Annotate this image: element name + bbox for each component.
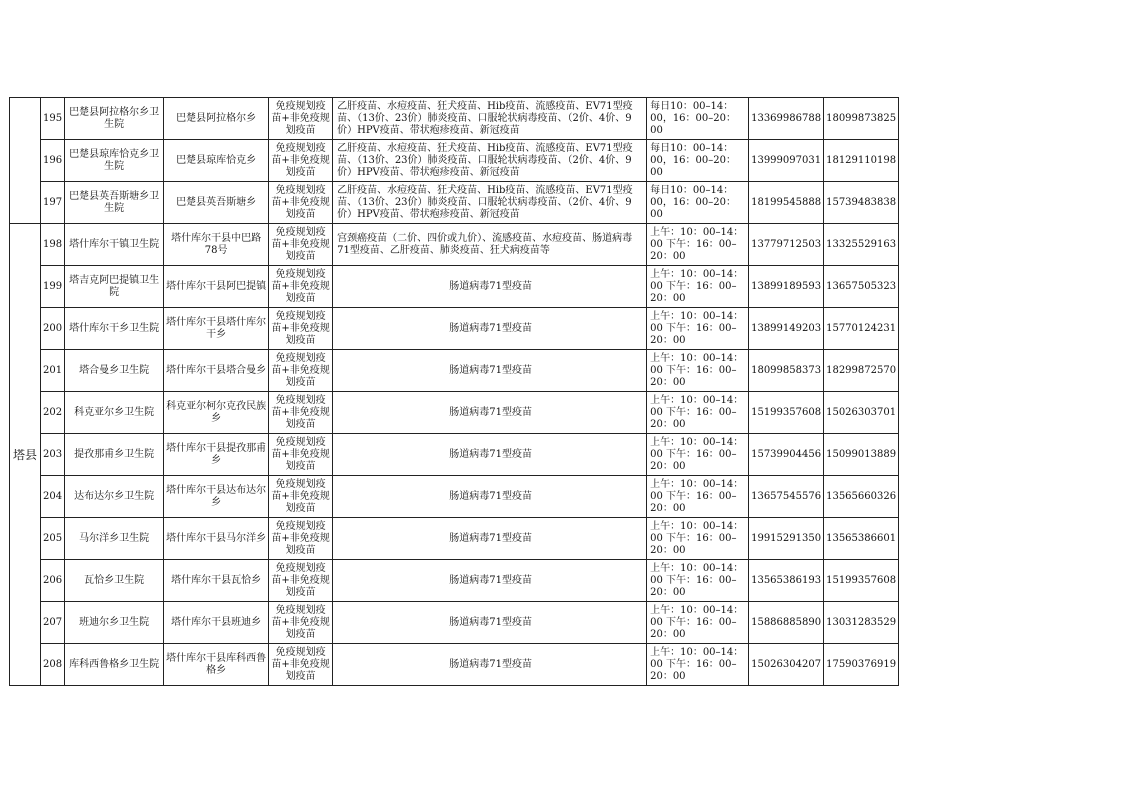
- table-row: [10, 308, 899, 350]
- address-cell: 塔什库尔干县班迪乡: [164, 602, 269, 644]
- phone-primary-cell: 15026304207: [749, 644, 824, 686]
- phone-primary-cell: 13899189593: [749, 266, 824, 308]
- vaccine-type-cell: 免疫规划疫苗+非免疫规划疫苗: [269, 350, 333, 392]
- service-hours-cell: 上午：10：00–14：00 下午：16：00–20：00: [647, 518, 749, 560]
- row-number-cell: 205: [41, 518, 65, 560]
- vaccine-type-cell: 免疫规划疫苗+非免疫规划疫苗: [269, 308, 333, 350]
- phone-secondary-cell: 15770124231: [824, 308, 899, 350]
- service-hours-cell: 上午：10：00–14：00 下午：16：00–20：00: [647, 434, 749, 476]
- table-row: [10, 98, 899, 140]
- service-hours-cell: 每日10：00–14：00，16：00–20：00: [647, 98, 749, 140]
- row-number-cell: 204: [41, 476, 65, 518]
- vaccine-type-cell: 免疫规划疫苗+非免疫规划疫苗: [269, 602, 333, 644]
- phone-secondary-cell: 13031283529: [824, 602, 899, 644]
- row-number-cell: 202: [41, 392, 65, 434]
- phone-secondary-cell: 17590376919: [824, 644, 899, 686]
- service-hours-cell: 上午：10：00–14：00 下午：16：00–20：00: [647, 350, 749, 392]
- table-row: [10, 560, 899, 602]
- table-row: [10, 140, 899, 182]
- vaccine-type-cell: 免疫规划疫苗+非免疫规划疫苗: [269, 182, 333, 224]
- service-hours-cell: 上午：10：00–14：00 下午：16：00–20：00: [647, 476, 749, 518]
- hospital-name-cell: 巴楚县琼库恰克乡卫生院: [65, 140, 164, 182]
- hospital-name-cell: 巴楚县阿拉格尔乡卫生院: [65, 98, 164, 140]
- phone-primary-cell: 15199357608: [749, 392, 824, 434]
- vaccine-list-cell: 肠道病毒71型疫苗: [333, 602, 647, 644]
- service-hours-cell: 上午：10：00–14：00 下午：16：00–20：00: [647, 266, 749, 308]
- phone-primary-cell: 13657545576: [749, 476, 824, 518]
- service-hours-cell: 上午：10：00–14：00 下午：16：00–20：00: [647, 602, 749, 644]
- address-cell: 塔什库尔干县库科西鲁格乡: [164, 644, 269, 686]
- vaccine-type-cell: 免疫规划疫苗+非免疫规划疫苗: [269, 224, 333, 266]
- phone-secondary-cell: 13565386601: [824, 518, 899, 560]
- address-cell: 塔什库尔干县中巴路78号: [164, 224, 269, 266]
- vaccine-list-cell: 肠道病毒71型疫苗: [333, 308, 647, 350]
- phone-primary-cell: 13369986788: [749, 98, 824, 140]
- phone-primary-cell: 13899149203: [749, 308, 824, 350]
- service-hours-cell: 每日10：00–14：00，16：00–20：00: [647, 182, 749, 224]
- address-cell: 巴楚县英吾斯塘乡: [164, 182, 269, 224]
- vaccine-list-cell: 肠道病毒71型疫苗: [333, 644, 647, 686]
- phone-secondary-cell: 15739483838: [824, 182, 899, 224]
- phone-primary-cell: 13999097031: [749, 140, 824, 182]
- service-hours-cell: 每日10：00–14：00，16：00–20：00: [647, 140, 749, 182]
- hospital-name-cell: 科克亚尔乡卫生院: [65, 392, 164, 434]
- address-cell: 塔什库尔干县塔合曼乡: [164, 350, 269, 392]
- vaccine-type-cell: 免疫规划疫苗+非免疫规划疫苗: [269, 476, 333, 518]
- phone-secondary-cell: 15026303701: [824, 392, 899, 434]
- hospital-name-cell: 达布达尔乡卫生院: [65, 476, 164, 518]
- vaccine-type-cell: 免疫规划疫苗+非免疫规划疫苗: [269, 644, 333, 686]
- vaccine-type-cell: 免疫规划疫苗+非免疫规划疫苗: [269, 266, 333, 308]
- row-number-cell: 207: [41, 602, 65, 644]
- phone-secondary-cell: 13657505323: [824, 266, 899, 308]
- row-number-cell: 198: [41, 224, 65, 266]
- row-number-cell: 201: [41, 350, 65, 392]
- phone-primary-cell: 18099858373: [749, 350, 824, 392]
- vaccine-type-cell: 免疫规划疫苗+非免疫规划疫苗: [269, 560, 333, 602]
- address-cell: 塔什库尔干县瓦恰乡: [164, 560, 269, 602]
- row-number-cell: 197: [41, 182, 65, 224]
- row-number-cell: 196: [41, 140, 65, 182]
- phone-secondary-cell: 18129110198: [824, 140, 899, 182]
- phone-secondary-cell: 15099013889: [824, 434, 899, 476]
- table-row: [10, 266, 899, 308]
- address-cell: 塔什库尔干县塔什库尔干乡: [164, 308, 269, 350]
- phone-primary-cell: 15886885890: [749, 602, 824, 644]
- service-hours-cell: 上午：10：00–14：00 下午：16：00–20：00: [647, 224, 749, 266]
- table-row: [10, 392, 899, 434]
- table-body: [10, 98, 899, 686]
- service-hours-cell: 上午：10：00–14：00 下午：16：00–20：00: [647, 644, 749, 686]
- row-number-cell: 208: [41, 644, 65, 686]
- region-cell: 塔县: [10, 224, 41, 686]
- vaccine-list-cell: 乙肝疫苗、水痘疫苗、狂犬疫苗、Hib疫苗、流感疫苗、EV71型疫苗、（13价、23价）肺炎疫苗、口服轮状病毒疫苗、（2价、4价、9价）HPV疫苗、带状疱疹疫苗、新冠疫苗: [333, 140, 647, 182]
- table-row: [10, 224, 899, 266]
- address-cell: 塔什库尔干县达布达尔乡: [164, 476, 269, 518]
- phone-primary-cell: 15739904456: [749, 434, 824, 476]
- phone-primary-cell: 13565386193: [749, 560, 824, 602]
- address-cell: 塔什库尔干县阿巴提镇: [164, 266, 269, 308]
- address-cell: 塔什库尔干县马尔洋乡: [164, 518, 269, 560]
- hospital-name-cell: 塔吉克阿巴提镇卫生院: [65, 266, 164, 308]
- vaccine-list-cell: 肠道病毒71型疫苗: [333, 560, 647, 602]
- vaccine-list-cell: 肠道病毒71型疫苗: [333, 518, 647, 560]
- vaccine-list-cell: 肠道病毒71型疫苗: [333, 392, 647, 434]
- vaccine-list-cell: 肠道病毒71型疫苗: [333, 476, 647, 518]
- vaccine-list-cell: 乙肝疫苗、水痘疫苗、狂犬疫苗、Hib疫苗、流感疫苗、EV71型疫苗、（13价、23价）肺炎疫苗、口服轮状病毒疫苗、（2价、4价、9价）HPV疫苗、带状疱疹疫苗、新冠疫苗: [333, 182, 647, 224]
- address-cell: 巴楚县琼库恰克乡: [164, 140, 269, 182]
- phone-primary-cell: 13779712503: [749, 224, 824, 266]
- hospital-name-cell: 库科西鲁格乡卫生院: [65, 644, 164, 686]
- vaccine-list-cell: 肠道病毒71型疫苗: [333, 266, 647, 308]
- vaccine-list-cell: 肠道病毒71型疫苗: [333, 434, 647, 476]
- table-row: [10, 476, 899, 518]
- vaccine-list-cell: 肠道病毒71型疫苗: [333, 350, 647, 392]
- phone-primary-cell: 19915291350: [749, 518, 824, 560]
- phone-secondary-cell: 18099873825: [824, 98, 899, 140]
- phone-secondary-cell: 13325529163: [824, 224, 899, 266]
- row-number-cell: 199: [41, 266, 65, 308]
- service-hours-cell: 上午：10：00–14：00 下午：16：00–20：00: [647, 392, 749, 434]
- table-row: [10, 518, 899, 560]
- vaccine-type-cell: 免疫规划疫苗+非免疫规划疫苗: [269, 140, 333, 182]
- phone-secondary-cell: 18299872570: [824, 350, 899, 392]
- table-row: [10, 350, 899, 392]
- vaccination-sites-table: [9, 97, 899, 686]
- address-cell: 科克亚尔柯尔克孜民族乡: [164, 392, 269, 434]
- phone-secondary-cell: 13565660326: [824, 476, 899, 518]
- table-row: [10, 602, 899, 644]
- row-number-cell: 203: [41, 434, 65, 476]
- table-row: [10, 434, 899, 476]
- hospital-name-cell: 提孜那甫乡卫生院: [65, 434, 164, 476]
- vaccine-type-cell: 免疫规划疫苗+非免疫规划疫苗: [269, 392, 333, 434]
- phone-secondary-cell: 15199357608: [824, 560, 899, 602]
- vaccine-list-cell: 乙肝疫苗、水痘疫苗、狂犬疫苗、Hib疫苗、流感疫苗、EV71型疫苗、（13价、23价）肺炎疫苗、口服轮状病毒疫苗、（2价、4价、9价）HPV疫苗、带状疱疹疫苗、新冠疫苗: [333, 98, 647, 140]
- address-cell: 塔什库尔干县提孜那甫乡: [164, 434, 269, 476]
- vaccine-type-cell: 免疫规划疫苗+非免疫规划疫苗: [269, 98, 333, 140]
- service-hours-cell: 上午：10：00–14：00 下午：16：00–20：00: [647, 308, 749, 350]
- hospital-name-cell: 瓦恰乡卫生院: [65, 560, 164, 602]
- vaccine-type-cell: 免疫规划疫苗+非免疫规划疫苗: [269, 434, 333, 476]
- vaccine-list-cell: 宫颈癌疫苗（二价、四价或九价）、流感疫苗、水痘疫苗、肠道病毒71型疫苗、乙肝疫苗、肺炎疫苗、狂犬病疫苗等: [333, 224, 647, 266]
- hospital-name-cell: 班迪尔乡卫生院: [65, 602, 164, 644]
- hospital-name-cell: 巴楚县英吾斯塘乡卫生院: [65, 182, 164, 224]
- service-hours-cell: 上午：10：00–14：00 下午：16：00–20：00: [647, 560, 749, 602]
- row-number-cell: 195: [41, 98, 65, 140]
- table-row: [10, 182, 899, 224]
- address-cell: 巴楚县阿拉格尔乡: [164, 98, 269, 140]
- table-row: [10, 644, 899, 686]
- row-number-cell: 200: [41, 308, 65, 350]
- hospital-name-cell: 塔合曼乡卫生院: [65, 350, 164, 392]
- hospital-name-cell: 马尔洋乡卫生院: [65, 518, 164, 560]
- hospital-name-cell: 塔什库尔干镇卫生院: [65, 224, 164, 266]
- hospital-name-cell: 塔什库尔干乡卫生院: [65, 308, 164, 350]
- vaccine-type-cell: 免疫规划疫苗+非免疫规划疫苗: [269, 518, 333, 560]
- row-number-cell: 206: [41, 560, 65, 602]
- region-cell: [10, 98, 41, 224]
- phone-primary-cell: 18199545888: [749, 182, 824, 224]
